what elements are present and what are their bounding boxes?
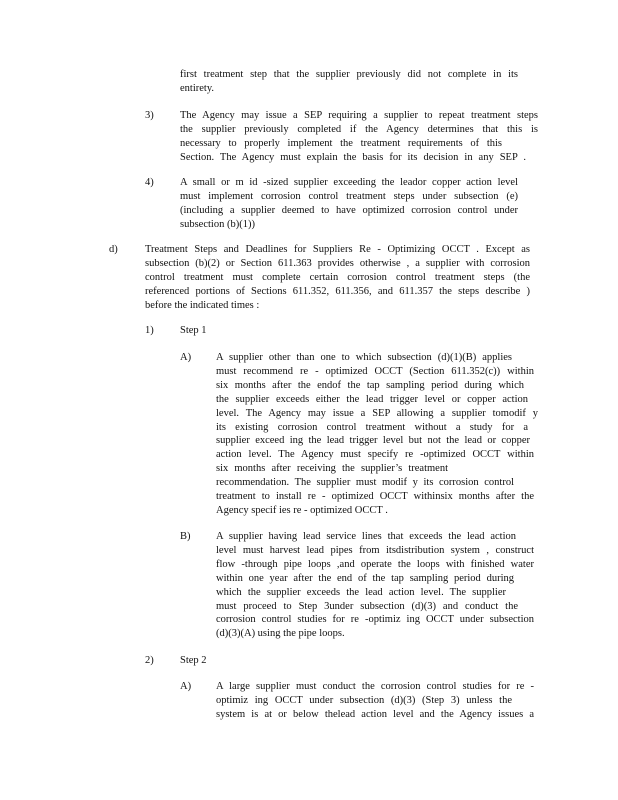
text-line: (d)(3)(A) using the pipe loops. xyxy=(216,628,345,640)
step-1-a-paragraph xyxy=(216,351,538,518)
text-line: must proceed to Step 3under subsection (d)(3) and conduct the xyxy=(216,600,518,612)
text-line: referenced portions of Sections 611.352, 611.356, and 611.357 the steps describe ) xyxy=(145,285,530,297)
text-line: six months after receiving the supplier’s treatment xyxy=(216,463,448,475)
step-1-b-paragraph xyxy=(216,530,534,641)
text-line: flow -through pipe loops ,and operate the loops with finished water xyxy=(216,558,534,570)
continuation-paragraph xyxy=(180,68,518,96)
text-line: Agency specif ies re - optimized OCCT . xyxy=(216,504,388,516)
step-1-label: 1) xyxy=(145,325,154,336)
item-4-label: 4) xyxy=(145,177,154,188)
text-line: optimiz ing OCCT under subsection (d)(3) (Step 3) unless the xyxy=(216,694,512,706)
text-line: which the supplier exceeds the lead action level. The supplier xyxy=(216,586,506,598)
text-line: The Agency may issue a SEP requiring a supplier to repeat treatment steps xyxy=(180,110,538,121)
text-line: system is at or below thelead action level and the Agency issues a xyxy=(216,708,534,720)
text-line: its existing corrosion control treatment without a study for a xyxy=(216,421,528,433)
step-1-title: Step 1 xyxy=(180,325,207,336)
text-line: necessary to properly implement the treatment requirements of this xyxy=(180,137,502,149)
text-line: subsection (b)(2) or Section 611.363 provides otherwise , a supplier with corrosion xyxy=(145,257,530,269)
step-2-label: 2) xyxy=(145,655,154,666)
text-line: A large supplier must conduct the corrosion control studies for re - xyxy=(216,681,534,692)
text-line: entirety. xyxy=(180,82,215,94)
text-line: treatment to install re - optimized OCCT withinsix months after the xyxy=(216,491,534,503)
step-2-a-paragraph xyxy=(216,680,534,722)
section-d-paragraph xyxy=(145,243,530,313)
step-1-a-label: A) xyxy=(180,352,192,363)
text-line: Section. The Agency must explain the basis for its decision in any SEP . xyxy=(180,151,526,163)
text-line: corrosion control studies for re -optimiz ing OCCT under subsection xyxy=(216,614,534,626)
step-2-a-label: A) xyxy=(180,681,192,692)
text-line: Treatment Steps and Deadlines for Suppliers Re - Optimizing OCCT . Except as xyxy=(145,244,530,255)
text-line: the supplier previously completed if the Agency determines that this is xyxy=(180,123,538,135)
text-line: within one year after the end of the tap sampling period during xyxy=(216,572,514,584)
step-1-b-label: B) xyxy=(180,531,191,542)
text-line: (including a supplier deemed to have optimized corrosion control under xyxy=(180,204,518,216)
text-line: level must harvest lead pipes from itsdistribution system , construct xyxy=(216,544,534,556)
text-line: must recommend re - optimized OCCT (Section 611.352(c)) within xyxy=(216,365,534,377)
text-line: level. The Agency may issue a SEP allowing a supplier tomodif y xyxy=(216,407,538,419)
step-2-title: Step 2 xyxy=(180,655,207,666)
text-line: first treatment step that the supplier previously did not complete in its xyxy=(180,69,518,80)
text-line: A supplier other than one to which subsection (d)(1)(B) applies xyxy=(216,352,512,363)
text-line: supplier exceed ing the lead trigger level but not the lead or copper xyxy=(216,435,530,447)
text-line: control treatment must complete certain corrosion control treatment steps (the xyxy=(145,271,530,283)
item-4-paragraph xyxy=(180,176,518,232)
text-line: subsection (b)(1)) xyxy=(180,218,255,230)
text-line: must implement corrosion control treatment steps under subsection (e) xyxy=(180,190,518,202)
text-line: before the indicated times : xyxy=(145,299,260,311)
text-line: six months after the endof the tap sampling period during which xyxy=(216,379,524,391)
section-d-label: d) xyxy=(109,244,118,255)
text-line: A supplier having lead service lines that exceeds the lead action xyxy=(216,531,516,542)
text-line: recommendation. The supplier must modif y its corrosion control xyxy=(216,477,514,489)
item-3-label: 3) xyxy=(145,110,154,121)
item-3-paragraph xyxy=(180,109,538,165)
text-line: the supplier exceeds either the lead trigger level or copper action xyxy=(216,393,528,405)
text-line: A small or m id -sized supplier exceeding the leador copper action level xyxy=(180,177,518,188)
text-line: action level. The Agency must specify re -optimized OCCT within xyxy=(216,449,534,461)
